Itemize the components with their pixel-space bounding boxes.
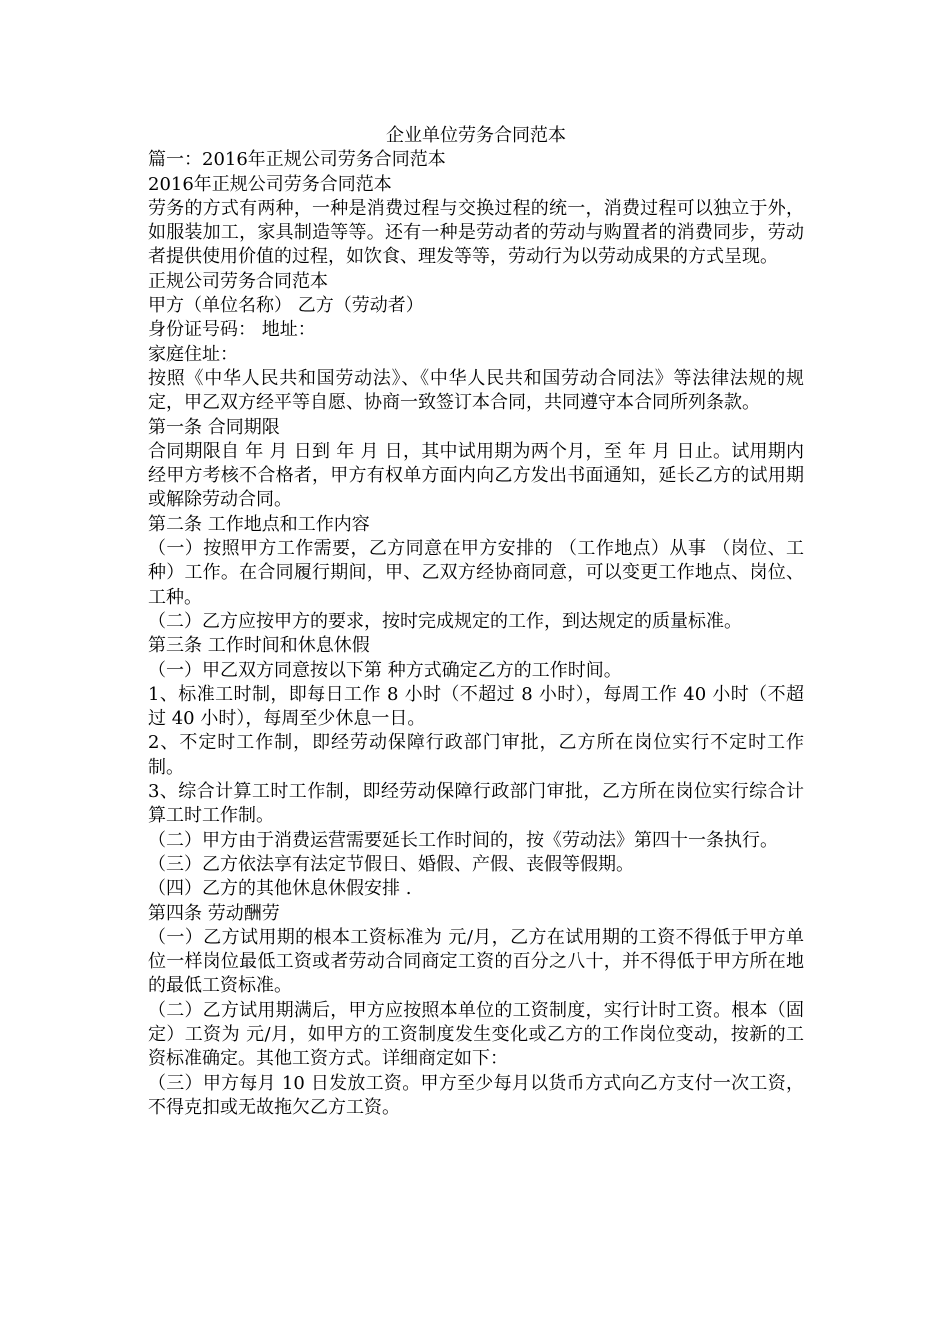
paragraph-article-4-item-1: （一）乙方试用期的根本工资标准为 元/月，乙方在试用期的工资不得低于甲方单位一样岗位最低工资或者劳动合同商定工资的百分之八十，并不得低于甲方所在地的最低工资标准。 bbox=[148, 926, 804, 997]
paragraph-article-3-item-1: （一）甲乙双方同意按以下第 种方式确定乙方的工作时间。 bbox=[148, 659, 622, 681]
document-page bbox=[148, 124, 804, 1120]
paragraph-article-4-item-2: （二）乙方试用期满后，甲方应按照本单位的工资制度，实行计时工资。根本（固定）工资为 元/月，如甲方的工资制度发生变化或乙方的工作岗位变动，按新的工资标准确定。其他工资方式。详细商定如下： bbox=[148, 999, 804, 1070]
paragraph-comprehensive-hours: 3、综合计算工时工作制，即经劳动保障行政部门审批，乙方所在岗位实行综合计算工时工作制。 bbox=[148, 781, 804, 827]
paragraph-article-2-item-2: （二）乙方应按甲方的要求，按时完成规定的工作，到达规定的质量标准。 bbox=[148, 610, 742, 632]
paragraph-home-address: 家庭住址： bbox=[148, 343, 238, 365]
paragraph-article-2-heading: 第二条 工作地点和工作内容 bbox=[148, 513, 370, 535]
paragraph-section-heading: 篇一：2016年正规公司劳务合同范本 bbox=[148, 149, 446, 171]
document-title: 企业单位劳务合同范本 bbox=[386, 125, 566, 146]
paragraph-flexible-hours: 2、不定时工作制，即经劳动保障行政部门审批，乙方所在岗位实行不定时工作制。 bbox=[148, 732, 804, 778]
paragraph-article-1-body: 合同期限自 年 月 日到 年 月 日，其中试用期为两个月，至 年 月 日止。试用期内经甲方考核不合格者，甲方有权单方面内向乙方发出书面通知，延长乙方的试用期或解除劳动合同。 bbox=[148, 440, 804, 511]
paragraph-article-4-item-3: （三）甲方每月 10 日发放工资。甲方至少每月以货币方式向乙方支付一次工资，不得克扣或无故拖欠乙方工资。 bbox=[148, 1072, 804, 1118]
paragraph-article-3-item-2: （二）甲方由于消费运营需要延长工作时间的，按《劳动法》第四十一条执行。 bbox=[148, 829, 778, 851]
paragraph-id-address: 身份证号码： 地址： bbox=[148, 319, 316, 341]
paragraph-article-3-item-3: （三）乙方依法享有法定节假日、婚假、产假、丧假等假期。 bbox=[148, 853, 634, 875]
paragraph-article-4-heading: 第四条 劳动酬劳 bbox=[148, 902, 280, 924]
paragraph-subtitle: 2016年正规公司劳务合同范本 bbox=[148, 173, 392, 195]
paragraph-article-2-item-1: （一）按照甲方工作需要，乙方同意在甲方安排的 （工作地点）从事 （岗位、工种）工作。在合同履行期间，甲、乙双方经协商同意，可以变更工作地点、岗位、工种。 bbox=[148, 538, 804, 608]
paragraph-article-1-heading: 第一条 合同期限 bbox=[148, 416, 280, 438]
paragraph-article-3-heading: 第三条 工作时间和休息休假 bbox=[148, 635, 370, 657]
paragraph-intro: 劳务的方式有两种，一种是消费过程与交换过程的统一，消费过程可以独立于外，如服装加工，家具制造等等。还有一种是劳动者的劳动与购置者的消费同步，劳动者提供使用价值的过程，如饮食、理发等等，劳动行为以劳动成果的方式呈现。 bbox=[148, 197, 804, 268]
paragraph-contract-title: 正规公司劳务合同范本 bbox=[148, 270, 328, 292]
paragraph-legal-basis: 按照《中华人民共和国劳动法》、《中华人民共和国劳动合同法》等法律法规的规定，甲乙双方经平等自愿、协商一致签订本合同，共同遵守本合同所列条款。 bbox=[148, 367, 804, 414]
paragraph-article-3-item-4: （四）乙方的其他休息休假安排 . bbox=[148, 878, 412, 900]
paragraph-parties: 甲方（单位名称） 乙方（劳动者） bbox=[148, 295, 424, 317]
paragraph-standard-hours: 1、标准工时制，即每日工作 8 小时（不超过 8 小时），每周工作 40 小时（不超过 40 小时），每周至少休息一日。 bbox=[148, 683, 804, 730]
